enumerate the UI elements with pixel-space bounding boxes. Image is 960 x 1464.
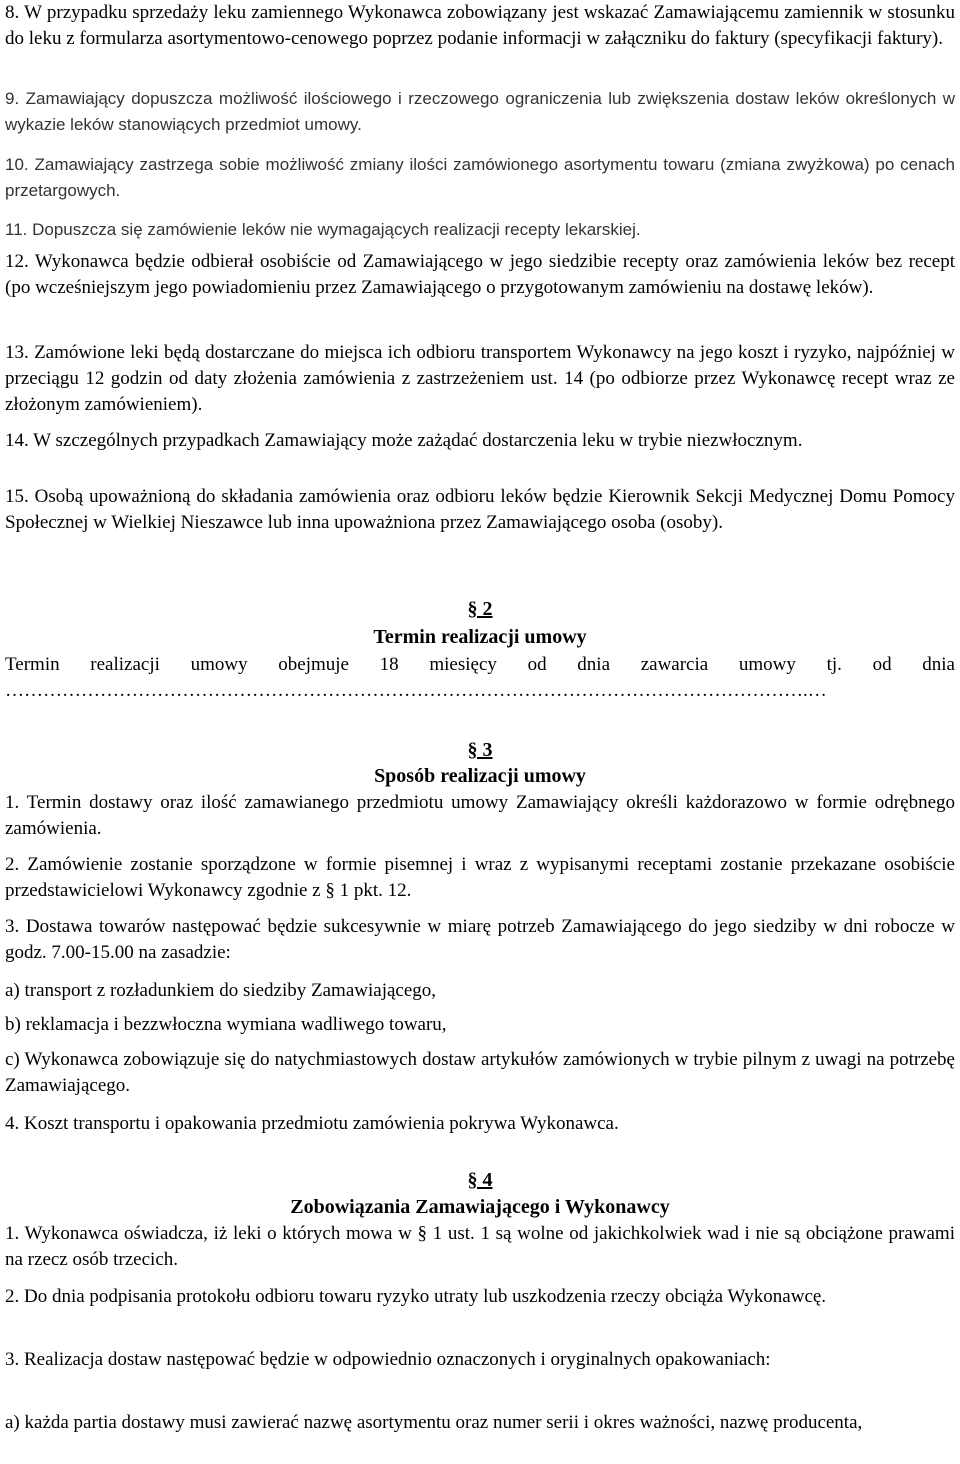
section-3-number: § 3 <box>467 739 493 761</box>
clause-11: 11. Dopuszcza się zamówienie leków nie wymagających realizacji recepty lekarskiej. <box>5 220 641 239</box>
section-4-item-a: a) każda partia dostawy musi zawierać nazwę asortymentu oraz numer serii i okres ważności, nazwę producenta, <box>5 1412 863 1433</box>
section-4-title: Zobowiązania Zamawiającego i Wykonawcy <box>290 1196 670 1218</box>
section-3-item-4: 4. Koszt transportu i opakowania przedmiotu zamówienia pokrywa Wykonawca. <box>5 1113 619 1134</box>
section-4-number: § 4 <box>467 1169 493 1191</box>
section-3-item-a: a) transport z rozładunkiem do siedziby Zamawiającego, <box>5 980 437 1001</box>
clause-9: 9. Zamawiający dopuszcza możliwość ilościowego i rzeczowego ograniczenia lub zwiększenia dostaw leków określonych w wykazie leków stanowiących przedmiot umowy. <box>5 89 955 134</box>
section-2-title: Termin realizacji umowy <box>373 626 587 648</box>
section-3-title: Sposób realizacji umowy <box>374 765 586 787</box>
section-3-item-b: b) reklamacja i bezzwłoczna wymiana wadliwego towaru, <box>5 1014 447 1035</box>
section-2-text: Termin realizacji umowy obejmuje 18 miesięcy od dnia zawarcia umowy tj. od dnia <box>5 654 955 675</box>
clause-10: 10. Zamawiający zastrzega sobie możliwość zmiany ilości zamówionego asortymentu towaru (zmiana zwyżkowa) po cenach przetargowych. <box>5 155 955 200</box>
section-4-item-2: 2. Do dnia podpisania protokołu odbioru towaru ryzyko utraty lub uszkodzenia rzeczy obciąża Wykonawcę. <box>5 1286 827 1307</box>
clause-14: 14. W szczególnych przypadkach Zamawiający może zażądać dostarczenia leku w trybie niezwłocznym. <box>5 430 803 451</box>
clause-8: 8. W przypadku sprzedaży leku zamiennego Wykonawca zobowiązany jest wskazać Zamawiającemu zamiennik w stosunku do leku z formularza asortymentowo-cenowego poprzez podanie informacji w załączniku do faktury (specyfikacji faktury). <box>5 2 955 49</box>
section-3-item-1: 1. Termin dostawy oraz ilość zamawianego przedmiotu umowy Zamawiający określi każdorazowo w formie odrębnego zamówienia. <box>5 792 955 839</box>
section-4-item-1: 1. Wykonawca oświadcza, iż leki o których mowa w § 1 ust. 1 są wolne od jakichkolwiek wad i nie są obciążone prawami na rzecz osób trzecich. <box>5 1223 955 1270</box>
section-3-item-c: c) Wykonawca zobowiązuje się do natychmiastowych dostaw artykułów zamówionych w trybie pilnym z uwagi na potrzebę Zamawiającego. <box>5 1049 955 1096</box>
section-2-date-blank: ……………………………………………………………………………………………………………….… <box>5 680 827 701</box>
section-4-item-3: 3. Realizacja dostaw następować będzie w odpowiednio oznaczonych i oryginalnych opakowaniach: <box>5 1349 771 1370</box>
section-2-number: § 2 <box>467 598 493 620</box>
clause-15: 15. Osobą upoważnioną do składania zamówienia oraz odbioru leków będzie Kierownik Sekcji Medycznej Domu Pomocy Społecznej w Wielkiej Nieszawce lub inna upoważniona przez Zamawiającego osoba (osoby). <box>5 486 955 533</box>
section-3-item-3: 3. Dostawa towarów następować będzie sukcesywnie w miarę potrzeb Zamawiającego do jego siedziby w dni robocze w godz. 7.00-15.00 na zasadzie: <box>5 916 955 963</box>
clause-12: 12. Wykonawca będzie odbierał osobiście od Zamawiającego w jego siedzibie recepty oraz zamówienia leków bez recept (po wcześniejszym jego powiadomieniu przez Zamawiającego o przygotowanym zamówieniu na dostawę leków). <box>5 251 955 298</box>
clause-13: 13. Zamówione leki będą dostarczane do miejsca ich odbioru transportem Wykonawcy na jego koszt i ryzyko, najpóźniej w przeciągu 12 godzin od daty złożenia zamówienia z zastrzeżeniem ust. 14 (po odbiorze przez Wykonawcę recept wraz ze złożonym zamówieniem). <box>5 342 955 415</box>
section-3-item-2: 2. Zamówienie zostanie sporządzone w formie pisemnej i wraz z wypisanymi receptami zostanie przekazane osobiście przedstawicielowi Wykonawcy zgodnie z § 1 pkt. 12. <box>5 854 955 901</box>
